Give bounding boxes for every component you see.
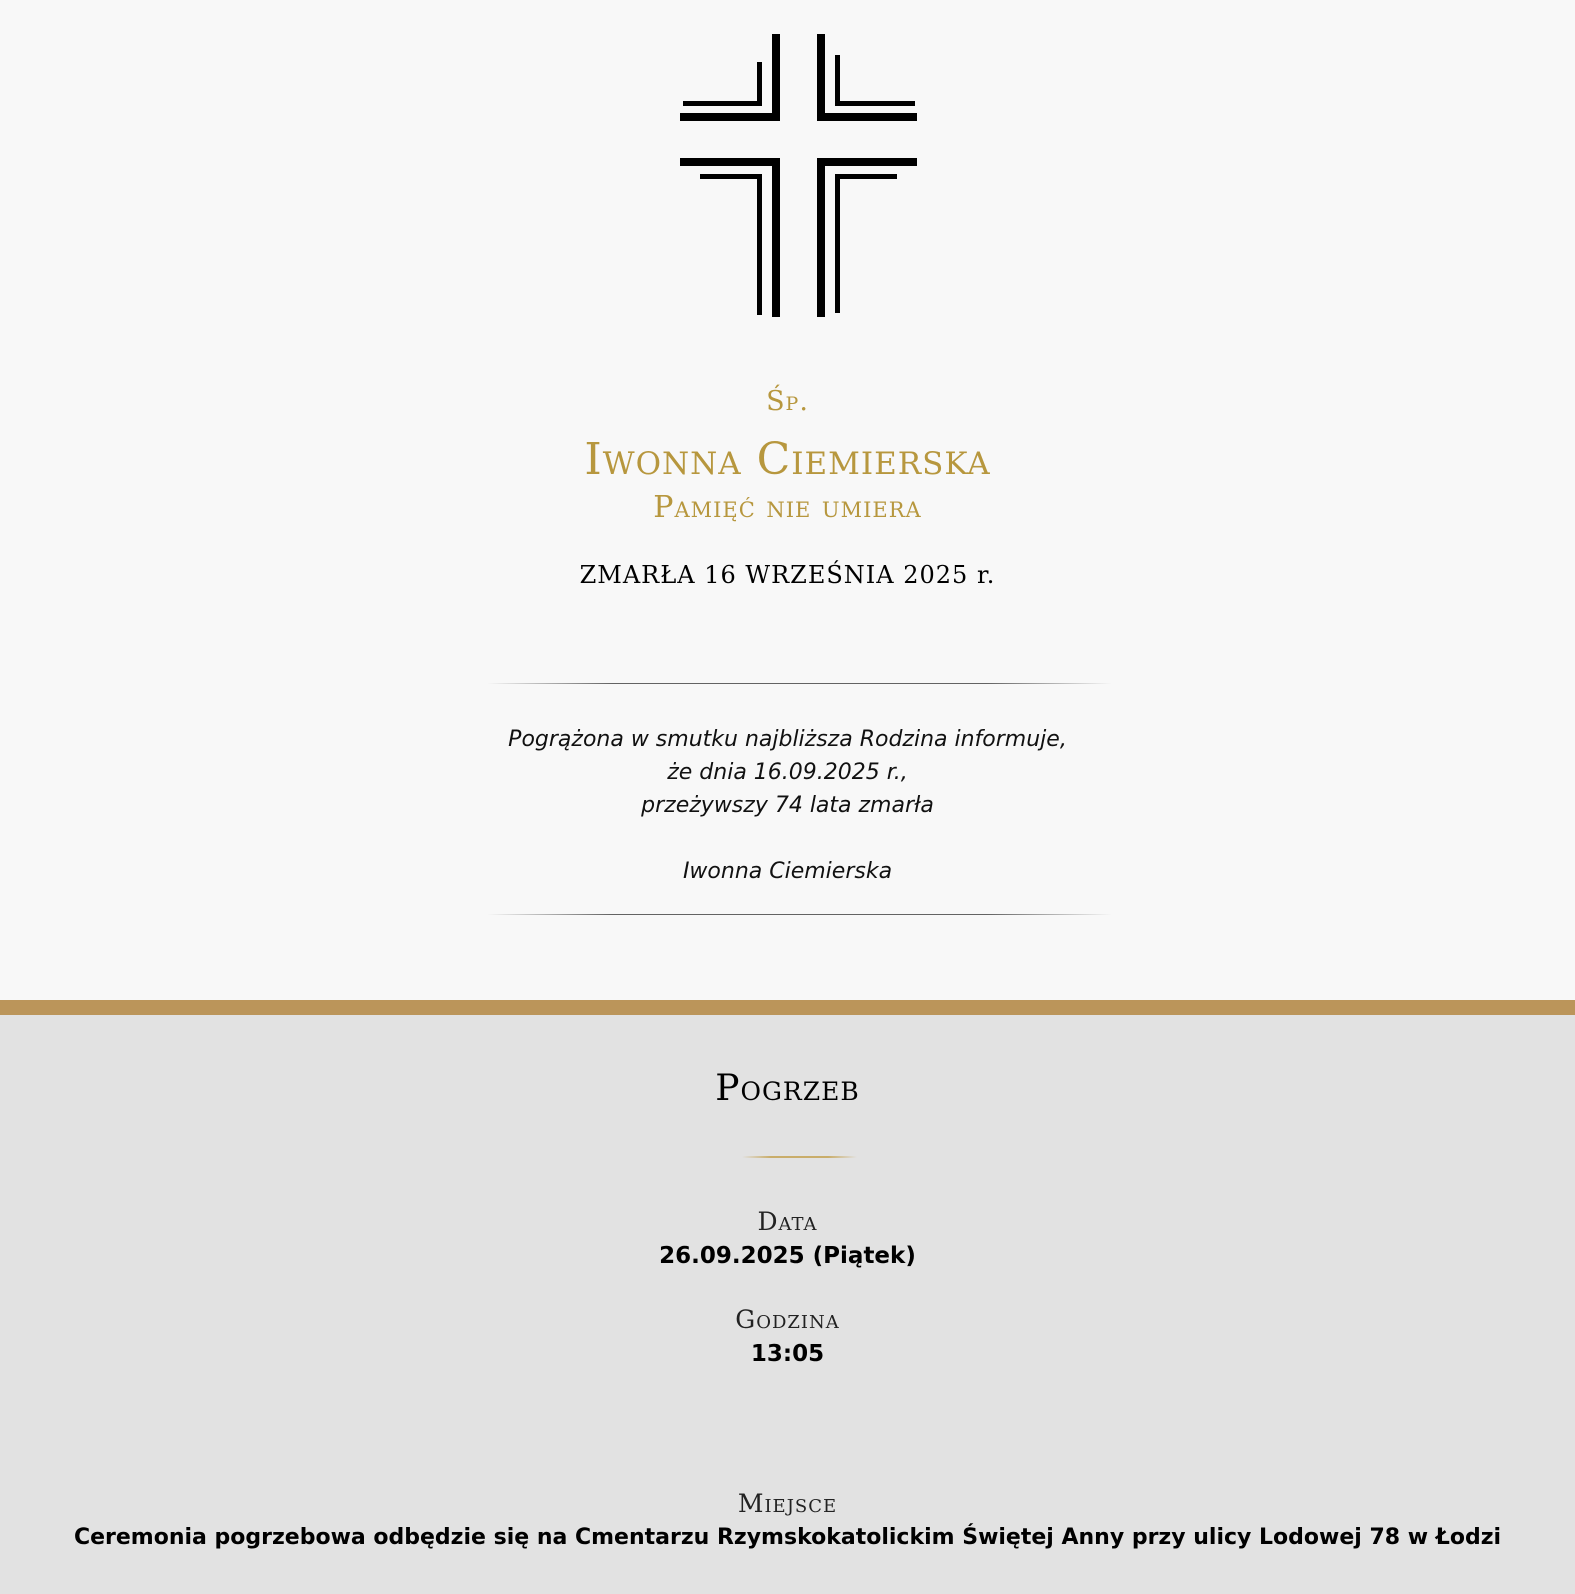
divider-top [487, 683, 1112, 684]
motto: Pamięć nie umiera [653, 490, 922, 525]
funeral-section [0, 1015, 1575, 1594]
divider-bottom [487, 914, 1112, 915]
place-value: Ceremonia pogrzebowa odbędzie się na Cmentarzu Rzymskokatolickim Świętej Anny przy ulicy Lodowej 78 w Łodzi [73, 1525, 1502, 1550]
gold-separator-band [0, 1000, 1575, 1015]
section-title: Pogrzeb [715, 1068, 860, 1109]
death-notice [0, 723, 1575, 888]
deceased-name: Iwonna Ciemierska [584, 434, 991, 485]
date-value: 26.09.2025 (Piątek) [659, 1243, 916, 1269]
notice-line: że dnia 16.09.2025 r., [667, 760, 908, 785]
notice-line: przeżywszy 74 lata zmarła [641, 793, 934, 818]
time-value: 13:05 [750, 1341, 825, 1367]
time-label: Godzina [735, 1305, 840, 1334]
notice-spacer [0, 822, 1575, 855]
notice-line: Pogrążona w smutku najbliższa Rodzina informuje, [508, 727, 1067, 752]
notice-name: Iwonna Ciemierska [682, 859, 893, 884]
date-label: Data [757, 1207, 818, 1236]
place-label: Miejsce [737, 1489, 838, 1518]
prefix-label: Śp. [766, 386, 809, 417]
title-underline [742, 1156, 857, 1158]
cross-icon [680, 34, 917, 317]
death-date-line: ZMARŁA 16 WRZEŚNIA 2025 r. [579, 561, 996, 589]
